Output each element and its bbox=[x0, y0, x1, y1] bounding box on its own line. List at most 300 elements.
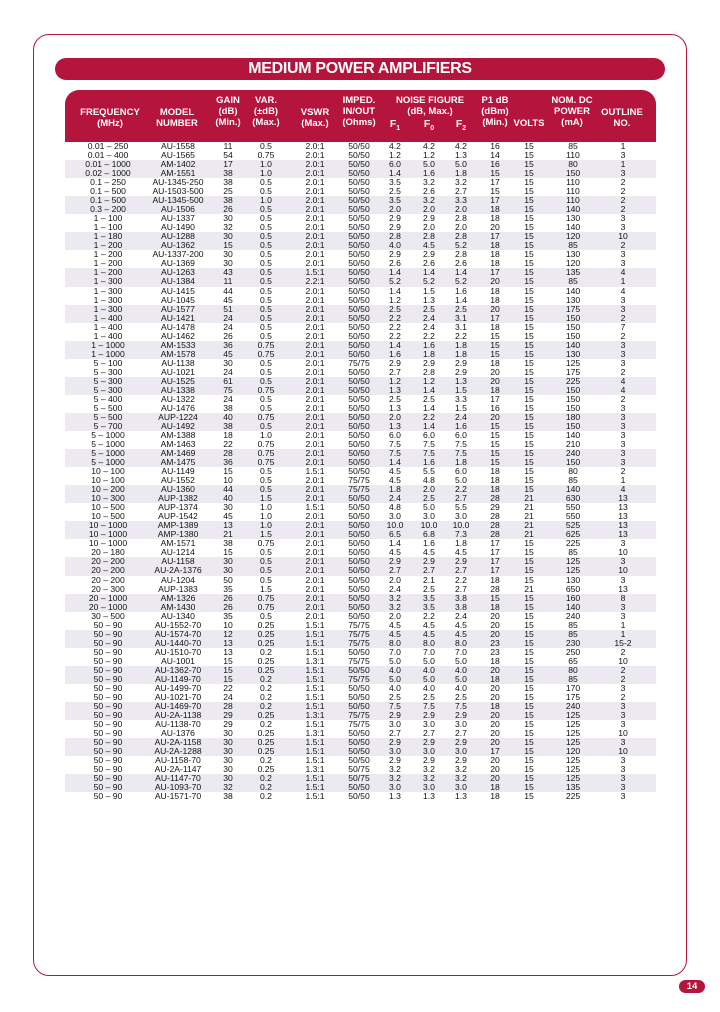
cell-outline: 3 bbox=[620, 737, 626, 748]
cell-volts: 15 bbox=[524, 574, 534, 585]
cell-imped: 50/50 bbox=[348, 249, 370, 260]
cell-f1: 4.5 bbox=[389, 628, 401, 639]
cell-f1: 1.2 bbox=[389, 294, 401, 305]
cell-gain: 50 bbox=[223, 574, 233, 585]
cell-volts: 15 bbox=[524, 565, 534, 576]
cell-vswr: 2.0:1 bbox=[305, 538, 325, 549]
cell-f0: 6.0 bbox=[423, 430, 435, 440]
cell-power: 85 bbox=[568, 547, 578, 558]
cell-f2: 1.5 bbox=[455, 402, 467, 413]
cell-f0: 1.6 bbox=[423, 457, 435, 468]
cell-f1: 2.5 bbox=[389, 393, 401, 404]
cell-volts: 15 bbox=[524, 682, 534, 693]
cell-f2: 3.1 bbox=[455, 321, 467, 332]
cell-frequency: 1 – 100 bbox=[93, 222, 123, 233]
cell-var: 0.5 bbox=[260, 285, 272, 296]
header-f2 bbox=[449, 119, 473, 134]
cell-frequency: 20 – 1000 bbox=[88, 592, 128, 603]
cell-f0: 6.8 bbox=[423, 529, 435, 540]
cell-f2: 1.4 bbox=[455, 267, 467, 278]
cell-p1db: 20 bbox=[490, 682, 500, 693]
cell-var: 0.5 bbox=[260, 312, 272, 323]
cell-p1db: 20 bbox=[490, 764, 500, 775]
cell-f2: 2.9 bbox=[455, 755, 467, 766]
cell-gain: 32 bbox=[223, 782, 233, 793]
cell-model: AM-1571 bbox=[160, 538, 196, 549]
cell-imped: 75/75 bbox=[348, 655, 370, 666]
cell-p1db: 15 bbox=[490, 457, 500, 468]
cell-volts: 15 bbox=[524, 204, 534, 215]
cell-f1: 1.3 bbox=[389, 384, 401, 395]
cell-f0: 3.2 bbox=[423, 177, 435, 188]
cell-power: 175 bbox=[565, 303, 581, 314]
cell-imped: 50/50 bbox=[348, 168, 370, 179]
cell-gain: 30 bbox=[223, 737, 233, 748]
cell-vswr: 2.0:1 bbox=[305, 312, 325, 323]
cell-f0: 2.5 bbox=[423, 691, 435, 702]
cell-p1db: 16 bbox=[490, 159, 500, 170]
cell-f2: 3.0 bbox=[455, 719, 467, 729]
cell-power: 140 bbox=[565, 430, 581, 440]
cell-volts: 15 bbox=[524, 709, 534, 720]
cell-gain: 13 bbox=[223, 637, 233, 648]
cell-vswr: 2.0:1 bbox=[305, 159, 325, 170]
cell-volts: 15 bbox=[524, 755, 534, 766]
cell-frequency: 5 – 1000 bbox=[91, 430, 125, 440]
cell-volts: 15 bbox=[524, 213, 534, 224]
cell-p1db: 20 bbox=[490, 709, 500, 720]
cell-model: AU-1045 bbox=[161, 294, 195, 305]
cell-p1db: 20 bbox=[490, 366, 500, 377]
cell-power: 110 bbox=[566, 186, 580, 197]
cell-frequency: 50 – 90 bbox=[93, 664, 123, 675]
cell-f0: 5.0 bbox=[423, 655, 435, 666]
cell-var: 0.75 bbox=[257, 411, 275, 422]
cell-p1db: 16 bbox=[490, 141, 500, 151]
cell-p1db: 18 bbox=[490, 213, 500, 224]
cell-var: 0.5 bbox=[260, 402, 272, 413]
cell-imped: 50/50 bbox=[348, 186, 370, 197]
cell-p1db: 18 bbox=[490, 601, 500, 612]
cell-power: 175 bbox=[565, 366, 581, 377]
cell-gain: 15 bbox=[223, 673, 233, 684]
cell-var: 0.2 bbox=[260, 719, 272, 729]
cell-volts: 15 bbox=[524, 276, 534, 287]
cell-f1: 5.0 bbox=[389, 655, 401, 666]
cell-gain: 24 bbox=[223, 393, 233, 404]
cell-f2: 2.8 bbox=[455, 231, 467, 242]
header-vswr bbox=[293, 107, 337, 129]
cell-vswr: 2.0:1 bbox=[305, 204, 325, 215]
cell-gain: 10 bbox=[223, 475, 233, 486]
cell-p1db: 15 bbox=[490, 330, 500, 341]
cell-volts: 15 bbox=[524, 267, 534, 278]
cell-gain: 30 bbox=[223, 231, 233, 242]
cell-f2: 2.8 bbox=[455, 213, 467, 224]
cell-model: AU-2A-1138 bbox=[154, 709, 202, 720]
cell-gain: 30 bbox=[223, 764, 233, 775]
cell-frequency: 1 – 200 bbox=[93, 267, 123, 278]
cell-volts: 15 bbox=[524, 646, 534, 657]
cell-var: 0.5 bbox=[260, 249, 272, 260]
cell-var: 0.25 bbox=[257, 637, 275, 648]
cell-var: 0.5 bbox=[260, 366, 272, 377]
cell-volts: 15 bbox=[524, 420, 534, 431]
cell-power: 125 bbox=[565, 565, 581, 576]
cell-f0: 3.0 bbox=[423, 746, 435, 757]
cell-model: AU-2A-1288 bbox=[154, 746, 202, 757]
cell-f2: 3.3 bbox=[455, 393, 467, 404]
header-f2-sub: 2 bbox=[462, 124, 467, 132]
cell-volts: 15 bbox=[524, 186, 534, 197]
cell-power: 125 bbox=[565, 556, 581, 567]
cell-imped: 50/50 bbox=[348, 646, 370, 657]
cell-frequency: 20 – 1000 bbox=[88, 601, 128, 612]
header-vswr-line2: (Max.) bbox=[301, 118, 329, 129]
cell-f2: 5.0 bbox=[455, 673, 467, 684]
cell-volts: 15 bbox=[524, 321, 534, 332]
cell-frequency: 1 – 200 bbox=[93, 240, 123, 251]
header-imped-line1: IMPED. bbox=[342, 95, 376, 106]
cell-volts: 21 bbox=[524, 493, 534, 504]
cell-imped: 50/50 bbox=[348, 222, 370, 233]
header-p1db bbox=[477, 95, 513, 128]
cell-frequency: 1 – 300 bbox=[93, 285, 123, 296]
cell-p1db: 28 bbox=[490, 493, 500, 504]
cell-model: AM-1551 bbox=[160, 168, 196, 179]
cell-f2: 2.7 bbox=[455, 493, 467, 504]
cell-outline: 2 bbox=[620, 177, 626, 188]
cell-var: 0.25 bbox=[257, 764, 275, 775]
cell-var: 0.5 bbox=[260, 294, 272, 305]
cell-model: AU-1263 bbox=[161, 267, 195, 278]
cell-p1db: 17 bbox=[490, 177, 500, 188]
cell-gain: 11 bbox=[223, 141, 233, 151]
cell-vswr: 2.0:1 bbox=[305, 529, 325, 540]
cell-model: AU-1149 bbox=[161, 466, 195, 477]
cell-f1: 2.9 bbox=[389, 213, 401, 224]
cell-f0: 1.6 bbox=[423, 339, 435, 350]
cell-imped: 50/50 bbox=[348, 285, 370, 296]
cell-var: 1.0 bbox=[260, 520, 272, 531]
cell-var: 0.75 bbox=[257, 448, 275, 459]
cell-model: AU-1362 bbox=[161, 240, 195, 251]
cell-volts: 15 bbox=[524, 195, 534, 206]
cell-p1db: 18 bbox=[490, 673, 500, 684]
cell-var: 0.2 bbox=[260, 773, 272, 784]
cell-outline: 1 bbox=[620, 276, 626, 287]
cell-model: AU-1499-70 bbox=[154, 682, 202, 693]
cell-frequency: 0.3 – 200 bbox=[90, 204, 126, 215]
cell-p1db: 18 bbox=[490, 240, 500, 251]
cell-vswr: 2.0:1 bbox=[305, 294, 325, 305]
cell-power: 140 bbox=[565, 484, 581, 495]
cell-p1db: 23 bbox=[490, 637, 500, 648]
cell-frequency: 0.01 – 400 bbox=[87, 150, 129, 161]
cell-var: 0.5 bbox=[260, 141, 272, 151]
cell-f2: 3.0 bbox=[455, 746, 467, 757]
cell-f2: 2.0 bbox=[455, 204, 467, 215]
cell-f1: 3.0 bbox=[389, 746, 401, 757]
cell-f0: 3.2 bbox=[423, 764, 435, 775]
cell-model: AU-1322 bbox=[161, 393, 195, 404]
cell-imped: 75/75 bbox=[348, 484, 370, 495]
cell-gain: 38 bbox=[223, 195, 233, 206]
cell-f0: 4.0 bbox=[423, 682, 435, 693]
cell-f0: 7.5 bbox=[423, 439, 435, 450]
cell-imped: 75/75 bbox=[348, 673, 370, 684]
cell-imped: 50/50 bbox=[348, 294, 370, 305]
cell-model: AU-1001 bbox=[161, 655, 195, 666]
cell-vswr: 1.5:1 bbox=[305, 746, 325, 757]
cell-gain: 29 bbox=[223, 719, 233, 729]
cell-outline: 3 bbox=[620, 439, 626, 450]
cell-model: AU-1415 bbox=[161, 285, 195, 296]
cell-power: 80 bbox=[568, 664, 578, 675]
cell-f1: 2.7 bbox=[389, 728, 401, 739]
cell-volts: 15 bbox=[524, 673, 534, 684]
cell-var: 0.25 bbox=[257, 655, 275, 666]
cell-p1db: 20 bbox=[490, 664, 500, 675]
cell-model: AU-1440-70 bbox=[154, 637, 202, 648]
cell-var: 0.2 bbox=[260, 673, 272, 684]
header-p1db-line3: (Min.) bbox=[482, 117, 508, 128]
cell-f1: 4.5 bbox=[389, 466, 401, 477]
cell-model: AU-1345-250 bbox=[152, 177, 204, 188]
cell-imped: 50/50 bbox=[348, 583, 370, 594]
cell-var: 0.2 bbox=[260, 782, 272, 793]
cell-power: 625 bbox=[565, 529, 581, 540]
cell-vswr: 2.0:1 bbox=[305, 339, 325, 350]
cell-gain: 44 bbox=[223, 484, 233, 495]
cell-f0: 7.5 bbox=[423, 700, 435, 711]
cell-gain: 38 bbox=[223, 538, 233, 549]
cell-volts: 15 bbox=[524, 330, 534, 341]
cell-f1: 1.4 bbox=[389, 339, 401, 350]
cell-model: AU-1478 bbox=[161, 321, 195, 332]
cell-imped: 50/50 bbox=[348, 339, 370, 350]
cell-model: AUP-1382 bbox=[158, 493, 198, 504]
table-body bbox=[65, 142, 656, 801]
cell-model: AU-1510-70 bbox=[154, 646, 202, 657]
cell-model: AU-1147-70 bbox=[155, 773, 201, 784]
cell-frequency: 50 – 90 bbox=[93, 728, 123, 739]
cell-vswr: 1.5:1 bbox=[305, 628, 325, 639]
cell-volts: 15 bbox=[524, 592, 534, 603]
cell-volts: 15 bbox=[524, 312, 534, 323]
cell-gain: 26 bbox=[223, 330, 233, 341]
cell-model: AU-1360 bbox=[161, 484, 195, 495]
cell-vswr: 1.5:1 bbox=[305, 646, 325, 657]
cell-outline: 3 bbox=[620, 249, 626, 260]
cell-volts: 15 bbox=[524, 664, 534, 675]
cell-var: 1.5 bbox=[260, 529, 272, 540]
cell-f0: 1.4 bbox=[423, 420, 435, 431]
cell-var: 0.25 bbox=[257, 737, 275, 748]
cell-var: 0.2 bbox=[260, 700, 272, 711]
cell-power: 180 bbox=[565, 411, 581, 422]
cell-model: AU-1574-70 bbox=[154, 628, 202, 639]
header-outline-line1: OUTLINE bbox=[601, 107, 643, 118]
cell-outline: 3 bbox=[620, 258, 626, 269]
cell-f2: 1.3 bbox=[455, 375, 467, 386]
cell-p1db: 20 bbox=[490, 728, 500, 739]
cell-f1: 7.5 bbox=[389, 448, 401, 459]
cell-imped: 50/50 bbox=[348, 195, 370, 206]
header-model bbox=[147, 107, 207, 129]
cell-f1: 10.0 bbox=[386, 520, 404, 531]
cell-gain: 11 bbox=[223, 276, 233, 287]
cell-var: 0.75 bbox=[257, 348, 275, 359]
cell-f2: 3.0 bbox=[455, 511, 467, 522]
cell-power: 110 bbox=[566, 195, 580, 206]
cell-outline: 10 bbox=[618, 231, 628, 242]
cell-vswr: 2.0:1 bbox=[305, 357, 325, 368]
cell-outline: 3 bbox=[620, 791, 626, 802]
cell-model: AM-1469 bbox=[160, 448, 196, 459]
cell-frequency: 1 – 180 bbox=[93, 231, 123, 242]
cell-gain: 28 bbox=[223, 448, 233, 459]
cell-imped: 50/50 bbox=[348, 493, 370, 504]
cell-model: AU-1338 bbox=[161, 384, 195, 395]
cell-outline: 4 bbox=[620, 484, 626, 495]
cell-model: AMP-1380 bbox=[157, 529, 199, 540]
cell-imped: 50/50 bbox=[348, 538, 370, 549]
cell-f0: 1.2 bbox=[423, 375, 435, 386]
cell-gain: 30 bbox=[223, 755, 233, 766]
cell-vswr: 1.5:1 bbox=[305, 791, 325, 802]
cell-imped: 50/50 bbox=[348, 204, 370, 215]
cell-f2: 6.0 bbox=[455, 466, 467, 477]
cell-f2: 1.8 bbox=[455, 538, 467, 549]
cell-vswr: 2.0:1 bbox=[305, 430, 325, 440]
cell-frequency: 50 – 90 bbox=[93, 682, 123, 693]
cell-f1: 2.0 bbox=[389, 574, 401, 585]
header-p1db-line2: (dBm) bbox=[481, 106, 509, 117]
cell-p1db: 20 bbox=[490, 628, 500, 639]
cell-f2: 2.2 bbox=[455, 484, 467, 495]
cell-frequency: 1 – 300 bbox=[93, 276, 123, 287]
cell-f2: 2.9 bbox=[455, 737, 467, 748]
cell-gain: 13 bbox=[223, 646, 233, 657]
cell-f1: 2.0 bbox=[389, 610, 401, 621]
cell-volts: 15 bbox=[524, 366, 534, 377]
cell-f2: 3.3 bbox=[455, 195, 467, 206]
cell-p1db: 20 bbox=[490, 222, 500, 233]
cell-gain: 30 bbox=[223, 502, 233, 513]
cell-volts: 15 bbox=[524, 348, 534, 359]
cell-vswr: 2.0:1 bbox=[305, 547, 325, 558]
cell-f1: 7.5 bbox=[389, 439, 401, 450]
cell-imped: 50/50 bbox=[348, 141, 370, 151]
cell-f2: 2.7 bbox=[455, 728, 467, 739]
cell-frequency: 1 – 1000 bbox=[91, 339, 125, 350]
cell-gain: 30 bbox=[223, 565, 233, 576]
cell-gain: 30 bbox=[223, 728, 233, 739]
cell-outline: 4 bbox=[620, 267, 626, 278]
cell-f1: 8.0 bbox=[389, 637, 401, 648]
cell-power: 125 bbox=[565, 773, 581, 784]
cell-f1: 4.0 bbox=[389, 682, 401, 693]
cell-volts: 15 bbox=[524, 375, 534, 386]
cell-vswr: 2.0:1 bbox=[305, 348, 325, 359]
cell-f0: 2.9 bbox=[423, 709, 435, 720]
cell-f0: 2.9 bbox=[423, 755, 435, 766]
cell-f0: 1.4 bbox=[423, 384, 435, 395]
cell-p1db: 20 bbox=[490, 755, 500, 766]
cell-f0: 2.5 bbox=[423, 303, 435, 314]
cell-power: 225 bbox=[565, 791, 581, 802]
cell-var: 1.0 bbox=[260, 502, 272, 513]
cell-volts: 15 bbox=[524, 457, 534, 468]
cell-f2: 1.6 bbox=[455, 420, 467, 431]
cell-outline: 2 bbox=[620, 673, 626, 684]
cell-f2: 2.9 bbox=[455, 366, 467, 377]
cell-volts: 15 bbox=[524, 728, 534, 739]
cell-outline: 2 bbox=[620, 195, 626, 206]
cell-gain: 38 bbox=[223, 420, 233, 431]
cell-power: 120 bbox=[565, 258, 581, 269]
cell-p1db: 18 bbox=[490, 357, 500, 368]
cell-var: 0.5 bbox=[260, 240, 272, 251]
page-title bbox=[55, 58, 665, 80]
cell-power: 650 bbox=[565, 583, 581, 594]
cell-f1: 3.2 bbox=[389, 592, 401, 603]
cell-var: 0.2 bbox=[260, 691, 272, 702]
cell-outline: 1 bbox=[620, 475, 626, 486]
cell-vswr: 1.5:1 bbox=[305, 267, 325, 278]
cell-f2: 2.9 bbox=[455, 556, 467, 567]
cell-f2: 5.5 bbox=[455, 502, 467, 513]
cell-p1db: 17 bbox=[490, 547, 500, 558]
header-imped bbox=[337, 95, 381, 128]
cell-f0: 1.8 bbox=[423, 348, 435, 359]
cell-power: 150 bbox=[565, 457, 581, 468]
cell-f2: 1.8 bbox=[455, 339, 467, 350]
header-model-line1: MODEL bbox=[159, 107, 195, 118]
cell-f1: 3.2 bbox=[389, 764, 401, 775]
cell-vswr: 1.5:1 bbox=[305, 691, 325, 702]
cell-p1db: 17 bbox=[490, 538, 500, 549]
cell-f2: 1.8 bbox=[455, 457, 467, 468]
cell-imped: 50/50 bbox=[348, 755, 370, 766]
cell-frequency: 20 – 200 bbox=[91, 556, 125, 567]
cell-vswr: 2.0:1 bbox=[305, 393, 325, 404]
cell-imped: 50/50 bbox=[348, 746, 370, 757]
cell-f2: 4.0 bbox=[455, 664, 467, 675]
cell-power: 175 bbox=[565, 691, 581, 702]
cell-var: 0.5 bbox=[260, 547, 272, 558]
cell-frequency: 1 – 300 bbox=[93, 294, 123, 305]
header-var-line2: (±dB) bbox=[253, 106, 279, 117]
cell-f1: 5.2 bbox=[389, 276, 401, 287]
cell-f1: 1.3 bbox=[389, 402, 401, 413]
cell-var: 0.2 bbox=[260, 755, 272, 766]
cell-outline: 3 bbox=[620, 339, 626, 350]
cell-p1db: 20 bbox=[490, 719, 500, 729]
cell-outline: 3 bbox=[620, 168, 626, 179]
cell-vswr: 2.0:1 bbox=[305, 213, 325, 224]
cell-f1: 6.0 bbox=[389, 159, 401, 170]
cell-p1db: 18 bbox=[490, 285, 500, 296]
cell-p1db: 18 bbox=[490, 258, 500, 269]
cell-vswr: 1.5:1 bbox=[305, 737, 325, 748]
cell-outline: 10 bbox=[618, 565, 628, 576]
cell-f0: 5.0 bbox=[423, 159, 435, 170]
cell-f1: 4.2 bbox=[389, 141, 401, 151]
cell-frequency: 5 – 1000 bbox=[91, 439, 125, 450]
cell-f0: 4.2 bbox=[423, 141, 435, 151]
